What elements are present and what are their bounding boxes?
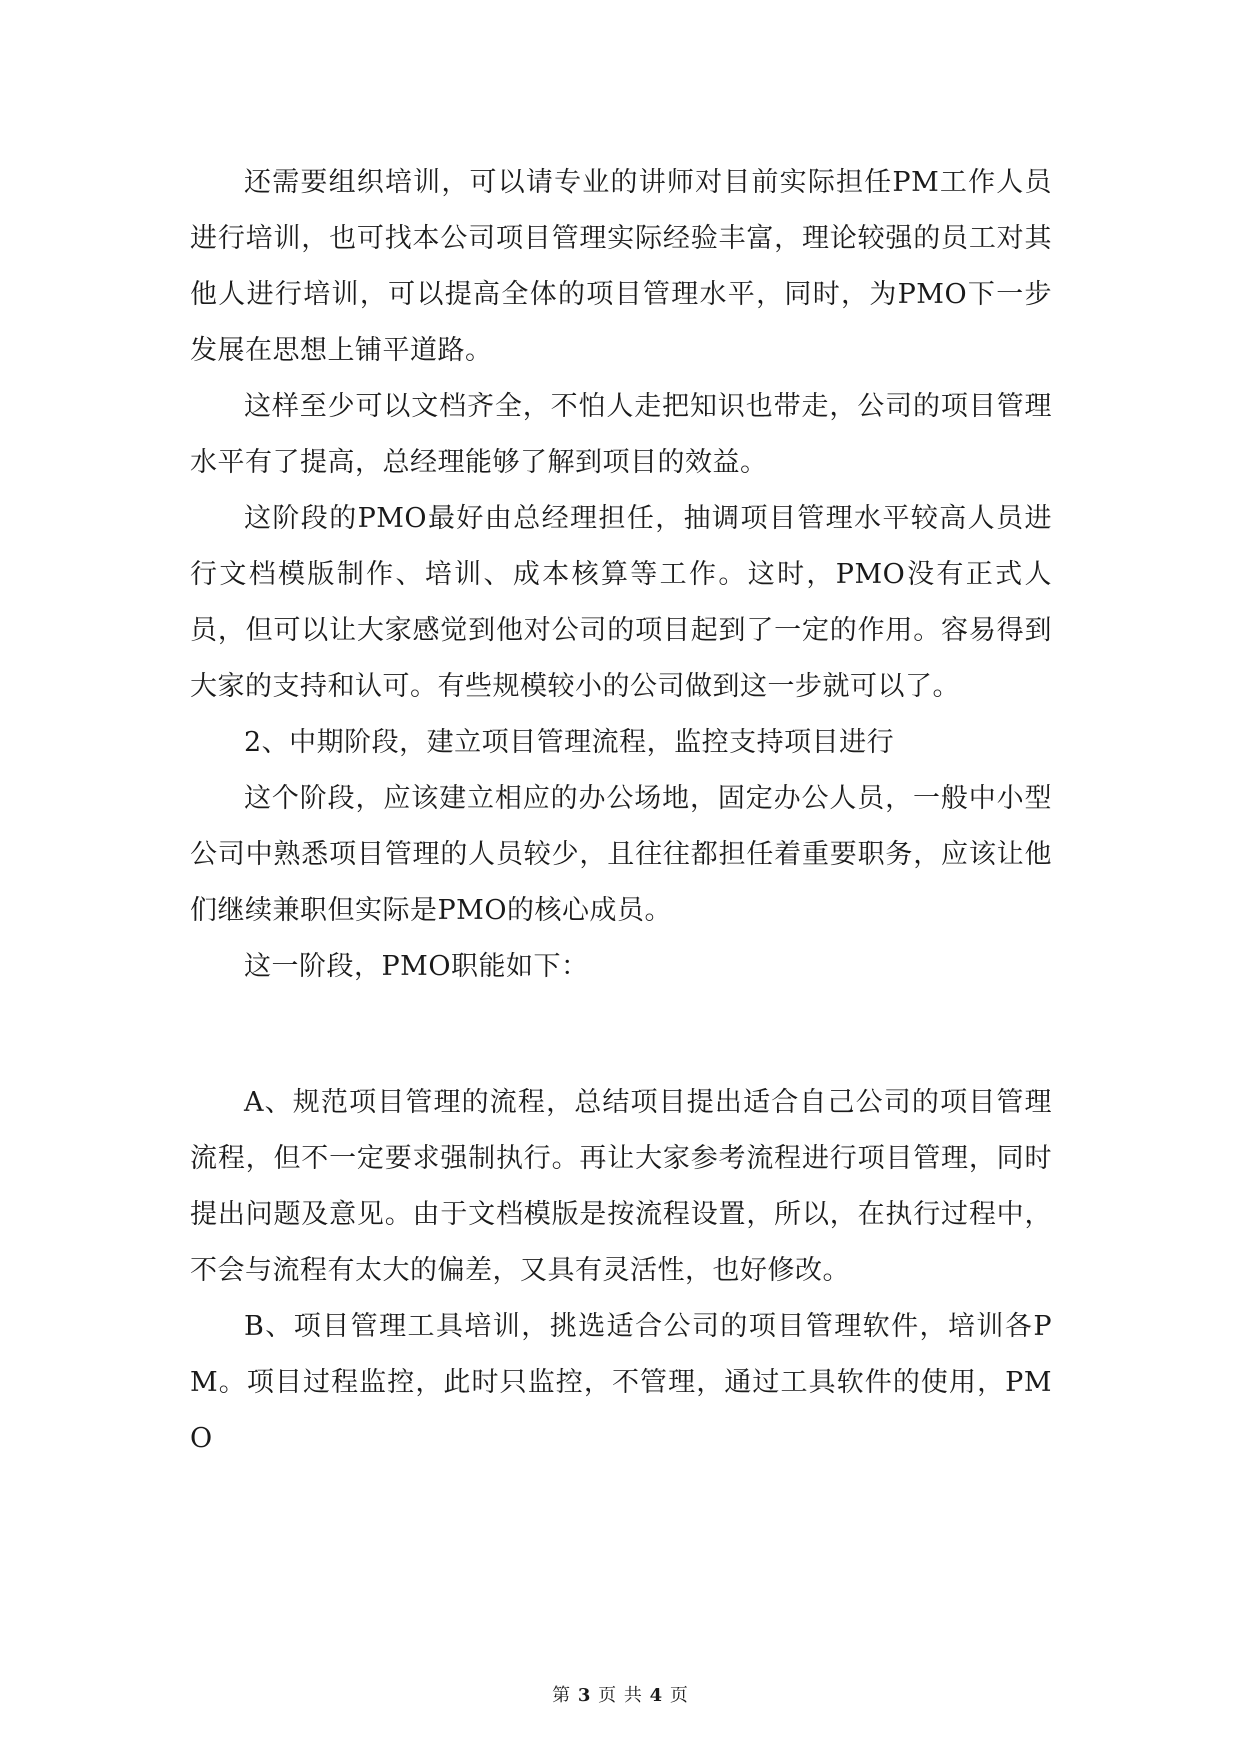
paragraph-pmo-functions-intro: 这一阶段，PMO职能如下： [244,951,589,982]
list-item-b-tools: B、项目管理工具培训，挑选适合公司的项目管理软件，培训各PM。项目过程监控，此时只监控，不管理，通过工具软件的使用，PMO [190,1311,1052,1454]
footer-suffix: 页 [669,1685,689,1706]
footer-middle: 页 共 [598,1685,643,1706]
paragraph-training: 还需要组织培训，可以请专业的讲师对目前实际担任PM工作人员进行培训，也可找本公司项目管理实际经验丰富，理论较强的员工对其他人进行培训，可以提高全体的项目管理水平，同时，为PMO下一步发展在思想上铺平道路。 [190,167,1052,366]
paragraph-office-setup: 这个阶段，应该建立相应的办公场地，固定办公人员，一般中小型公司中熟悉项目管理的人员较少，且往往都担任着重要职务，应该让他们继续兼职但实际是PMO的核心成员。 [190,783,1052,926]
page-footer [0,1684,1241,1708]
footer-current-page: 3 [577,1685,592,1706]
paragraph-documents-complete: 这样至少可以文档齐全，不怕人走把知识也带走，公司的项目管理水平有了提高，总经理能够了解到项目的效益。 [190,391,1052,478]
list-item-a-process: A、规范项目管理的流程，总结项目提出适合自己公司的项目管理流程，但不一定要求强制执行。再让大家参考流程进行项目管理，同时提出问题及意见。由于文档模版是按流程设置，所以，在执行过程中，不会与流程有太大的偏差，又具有灵活性，也好修改。 [190,1087,1052,1286]
footer-total-pages: 4 [649,1685,664,1706]
paragraph-gap [190,995,1052,1075]
paragraph-pmo-gm: 这阶段的PMO最好由总经理担任，抽调项目管理水平较高人员进行文档模版制作、培训、成本核算等工作。这时，PMO没有正式人员，但可以让大家感觉到他对公司的项目起到了一定的作用。容易得到大家的支持和认可。有些规模较小的公司做到这一步就可以了。 [190,503,1052,702]
footer-prefix: 第 [552,1685,572,1706]
section-heading-mid-stage: 2、中期阶段，建立项目管理流程，监控支持项目进行 [244,727,895,758]
page-body [190,155,1052,1467]
